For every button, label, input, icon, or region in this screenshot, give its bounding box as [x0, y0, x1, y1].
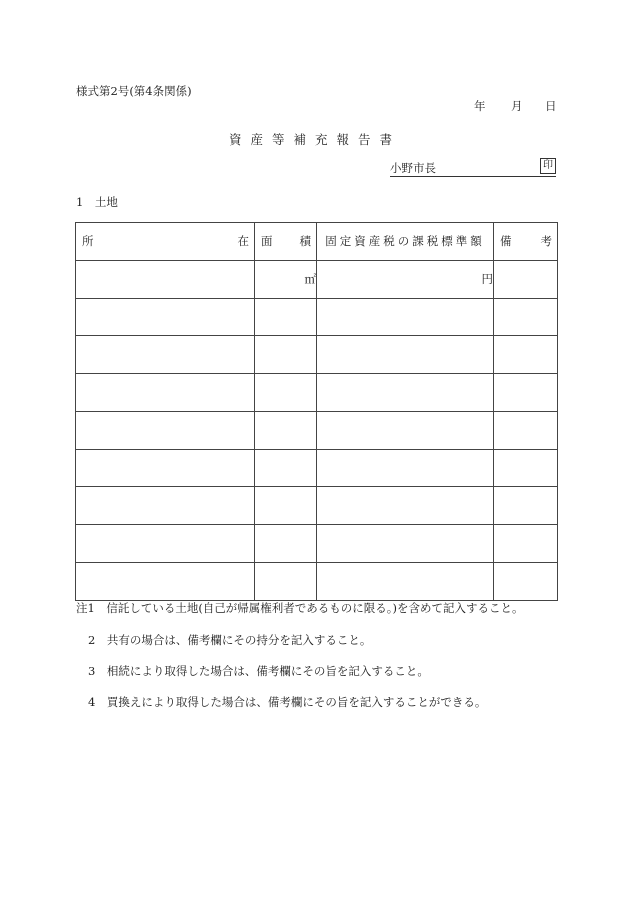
header-area-right: 積	[299, 234, 311, 249]
table-row	[76, 374, 558, 412]
header-location	[76, 223, 255, 261]
header-location-right: 在	[237, 234, 249, 249]
table-row	[76, 411, 558, 449]
date-day-label: 日	[545, 99, 557, 113]
table-row	[76, 260, 558, 298]
header-tax-standard: 固定資産税の課税標準額	[317, 223, 494, 261]
header-remarks-right: 考	[540, 234, 552, 249]
cell-tax[interactable]	[317, 487, 494, 525]
cell-remarks[interactable]	[494, 487, 558, 525]
cell-area[interactable]	[255, 449, 317, 487]
cell-area[interactable]	[255, 374, 317, 412]
note-2: 2 共有の場合は、備考欄にその持分を記入すること。	[88, 633, 372, 647]
cell-remarks[interactable]	[494, 336, 558, 374]
cell-remarks[interactable]	[494, 411, 558, 449]
cell-location[interactable]	[76, 411, 255, 449]
cell-remarks[interactable]	[494, 449, 558, 487]
seal-mark: 印	[540, 158, 556, 174]
header-remarks-left: 備	[500, 234, 512, 249]
cell-tax[interactable]: 円	[317, 260, 494, 298]
cell-area[interactable]	[255, 411, 317, 449]
cell-remarks[interactable]	[494, 260, 558, 298]
cell-location[interactable]	[76, 298, 255, 336]
note-3: 3 相続により取得した場合は、備考欄にその旨を記入すること。	[88, 664, 429, 678]
cell-location[interactable]	[76, 562, 255, 600]
cell-area[interactable]: ㎡	[255, 260, 317, 298]
document-title: 資産等補充報告書	[229, 132, 402, 147]
cell-tax[interactable]	[317, 449, 494, 487]
cell-location[interactable]	[76, 525, 255, 563]
cell-tax[interactable]	[317, 562, 494, 600]
table-row	[76, 449, 558, 487]
cell-tax[interactable]	[317, 411, 494, 449]
cell-location[interactable]	[76, 449, 255, 487]
form-number: 様式第2号(第4条関係)	[76, 84, 192, 98]
cell-remarks[interactable]	[494, 562, 558, 600]
cell-tax[interactable]	[317, 525, 494, 563]
cell-location[interactable]	[76, 487, 255, 525]
header-area	[255, 223, 317, 261]
cell-remarks[interactable]	[494, 525, 558, 563]
land-table	[75, 222, 558, 601]
table-header-row	[76, 223, 558, 261]
table-row	[76, 525, 558, 563]
cell-area[interactable]	[255, 487, 317, 525]
cell-remarks[interactable]	[494, 374, 558, 412]
header-area-left: 面	[261, 234, 273, 249]
cell-area[interactable]	[255, 298, 317, 336]
table-row	[76, 487, 558, 525]
cell-location[interactable]	[76, 260, 255, 298]
cell-area[interactable]	[255, 562, 317, 600]
cell-remarks[interactable]	[494, 298, 558, 336]
table-row	[76, 562, 558, 600]
cell-tax[interactable]	[317, 374, 494, 412]
note-4: 4 買換えにより取得した場合は、備考欄にその旨を記入することができる。	[88, 695, 487, 709]
date-year-label: 年	[474, 99, 486, 113]
cell-location[interactable]	[76, 336, 255, 374]
cell-tax[interactable]	[317, 298, 494, 336]
addressee-line	[390, 160, 556, 177]
date-month-label: 月	[511, 99, 523, 113]
header-location-left: 所	[82, 234, 94, 249]
cell-area[interactable]	[255, 336, 317, 374]
table-row	[76, 298, 558, 336]
section-label: 1 土地	[76, 195, 118, 209]
table-row	[76, 336, 558, 374]
addressee: 小野市長	[390, 161, 436, 175]
note-1: 注1 信託している土地(自己が帰属権利者であるものに限る。)を含めて記入すること。	[76, 601, 524, 615]
cell-tax[interactable]	[317, 336, 494, 374]
header-remarks	[494, 223, 558, 261]
cell-location[interactable]	[76, 374, 255, 412]
cell-area[interactable]	[255, 525, 317, 563]
